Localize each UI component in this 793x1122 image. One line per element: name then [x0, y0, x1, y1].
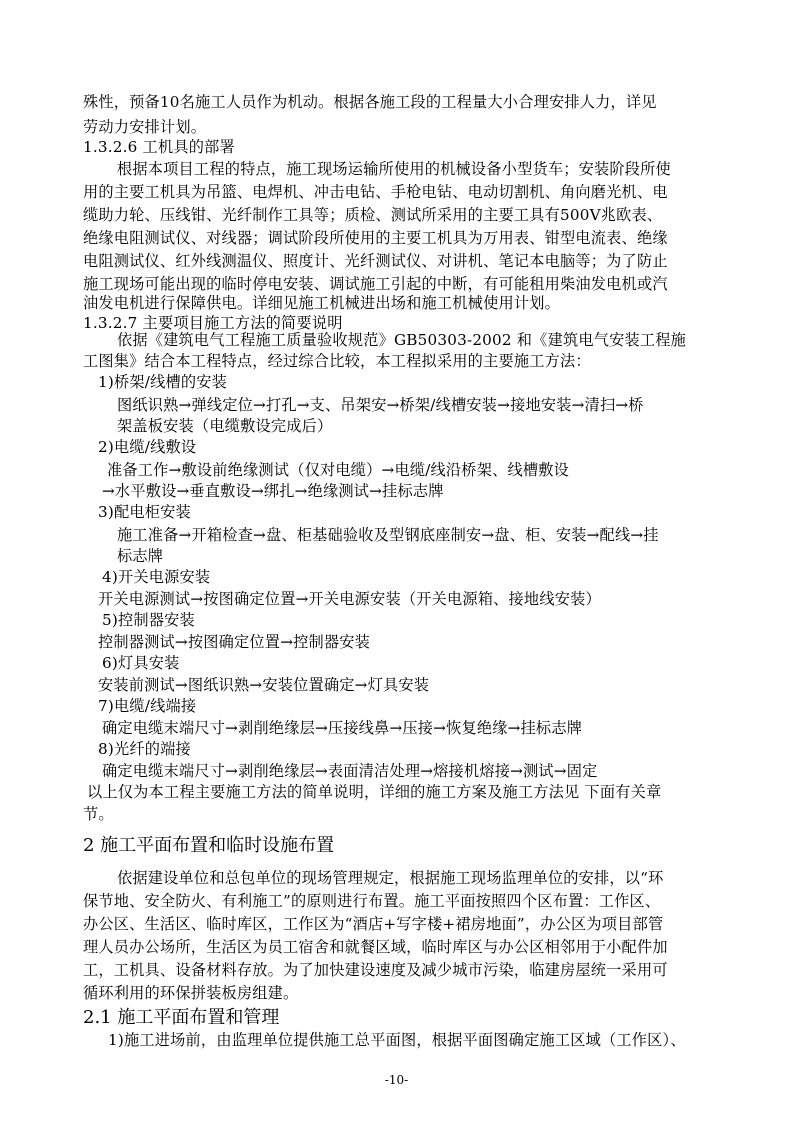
list-item-text: 确定电缆末端尺寸→剥削绝缘层→表面清洁处理→熔接机熔接→测试→固定 — [102, 762, 598, 780]
list-item-text: 准备工作→敷设前绝缘测试（仅对电缆）→电缆/线沿桥架、线槽敷设 — [107, 461, 570, 479]
subsection-heading: 1.3.2.6 工机具的部署 — [83, 138, 235, 156]
body-text-line: 1)施工进场前，由监理单位提供施工总平面图，根据平面图确定施工区域（工作区）、 — [108, 1031, 686, 1049]
body-text-line: 工图集》结合本工程特点，经过综合比较，本工程拟采用的主要施工方法： — [83, 352, 591, 370]
list-item-text: 架盖板安装（电缆敷设完成后） — [117, 417, 333, 435]
body-text-line: 理人员办公场所，生活区为员工宿舍和就餐区域，临时库区与办公区相邻用于小配件加 — [83, 938, 668, 956]
body-text-line: 办公区、生活区、临时库区，工作区为“酒店+写字楼+裙房地面”，办公区为项目部管 — [83, 915, 664, 933]
list-item-title: 8)光纤的端接 — [98, 740, 191, 758]
body-text-line: 用的主要工机具为吊篮、电焊机、冲击电钻、手枪电钻、电动切割机、角向磨光机、电 — [83, 183, 668, 201]
page-number: -10- — [384, 1073, 409, 1087]
body-text-line: 油发电机进行保障供电。详细见施工机械进出场和施工机械使用计划。 — [83, 294, 561, 312]
body-text-line: 节。 — [83, 805, 114, 823]
body-text-line: 绝缘电阻测试仪、对线器；调试阶段所使用的主要工机具为万用表、钳型电流表、绝缘 — [83, 229, 668, 247]
list-item-title: 2)电缆/线敷设 — [98, 438, 197, 456]
body-text-line: 殊性，预备10名施工人员作为机动。根据各施工段的工程量大小合理安排人力，详见 — [83, 93, 657, 111]
subsection-heading: 1.3.2.7 主要项目施工方法的简要说明 — [83, 314, 343, 332]
body-text-line: 根据本项目工程的特点，施工现场运输所使用的机械设备小型货车；安装阶段所使 — [117, 160, 671, 178]
list-item-text: 确定电缆末端尺寸→剥削绝缘层→压接线鼻→压接→恢复绝缘→挂标志牌 — [102, 719, 583, 737]
list-item-title: 3)配电柜安装 — [98, 503, 191, 521]
list-item-text: 安装前测试→图纸识熟→安装位置确定→灯具安装 — [98, 676, 430, 694]
body-text-line: 电阻测试仪、红外线测温仪、照度计、光纤测试仪、对讲机、笔记本电脑等；为了防止 — [83, 252, 668, 270]
list-item-text: 控制器测试→按图确定位置→控制器安装 — [98, 633, 371, 651]
body-text-line: 缆助力轮、压线钳、光纤制作工具等；质检、测试所采用的主要工具有500V兆欧表、 — [83, 206, 663, 224]
list-item-text: 开关电源测试→按图确定位置→开关电源安装（开关电源箱、接地线安装） — [98, 590, 601, 608]
list-item-text: 施工准备→开箱检查→盘、柜基础验收及型钢底座制安→盘、柜、安装→配线→挂 — [117, 526, 659, 544]
section-heading: 2.1 施工平面布置和管理 — [83, 1007, 280, 1028]
body-text-line: 保节地、安全防火、有利施工”的原则进行布置。施工平面按照四个区布置：工作区、 — [83, 892, 661, 910]
body-text-line: 依据《建筑电气工程施工质量验收规范》GB50303-2002 和《建筑电气安装工程施 — [117, 331, 687, 349]
list-item-title: 7)电缆/线端接 — [98, 697, 197, 715]
list-item-title: 4)开关电源安装 — [102, 568, 211, 586]
list-item-title: 6)灯具安装 — [102, 654, 180, 672]
body-text-line: 工，工机具、设备材料存放。为了加快建设速度及减少城市污染，临建房屋统一采用可 — [83, 961, 668, 979]
body-text-line: 依据建设单位和总包单位的现场管理规定，根据施工现场监理单位的安排，以“环 — [117, 869, 664, 887]
list-item-text: 标志牌 — [117, 547, 164, 565]
body-text-line: 以上仅为本工程主要施工方法的简单说明，详细的施工方案及施工方法见 下面有关章 — [87, 783, 662, 801]
list-item-title: 1)桥架/线槽的安装 — [98, 373, 228, 391]
body-text-line: 施工现场可能出现的临时停电安装、调试施工引起的中断，有可能租用柴油发电机或汽 — [83, 275, 668, 293]
list-item-text: 图纸识熟→弹线定位→打孔→支、吊架安→桥架/线槽安装→接地安装→清扫→桥 — [117, 396, 644, 414]
section-heading: 2 施工平面布置和临时设施布置 — [83, 835, 335, 856]
body-text-line: 循环利用的环保拼装板房组建。 — [83, 984, 299, 1002]
list-item-title: 5)控制器安装 — [102, 611, 195, 629]
list-item-text: →水平敷设→垂直敷设→绑扎→绝缘测试→挂标志牌 — [102, 482, 444, 500]
body-text-line: 劳动力安排计划。 — [83, 118, 207, 136]
